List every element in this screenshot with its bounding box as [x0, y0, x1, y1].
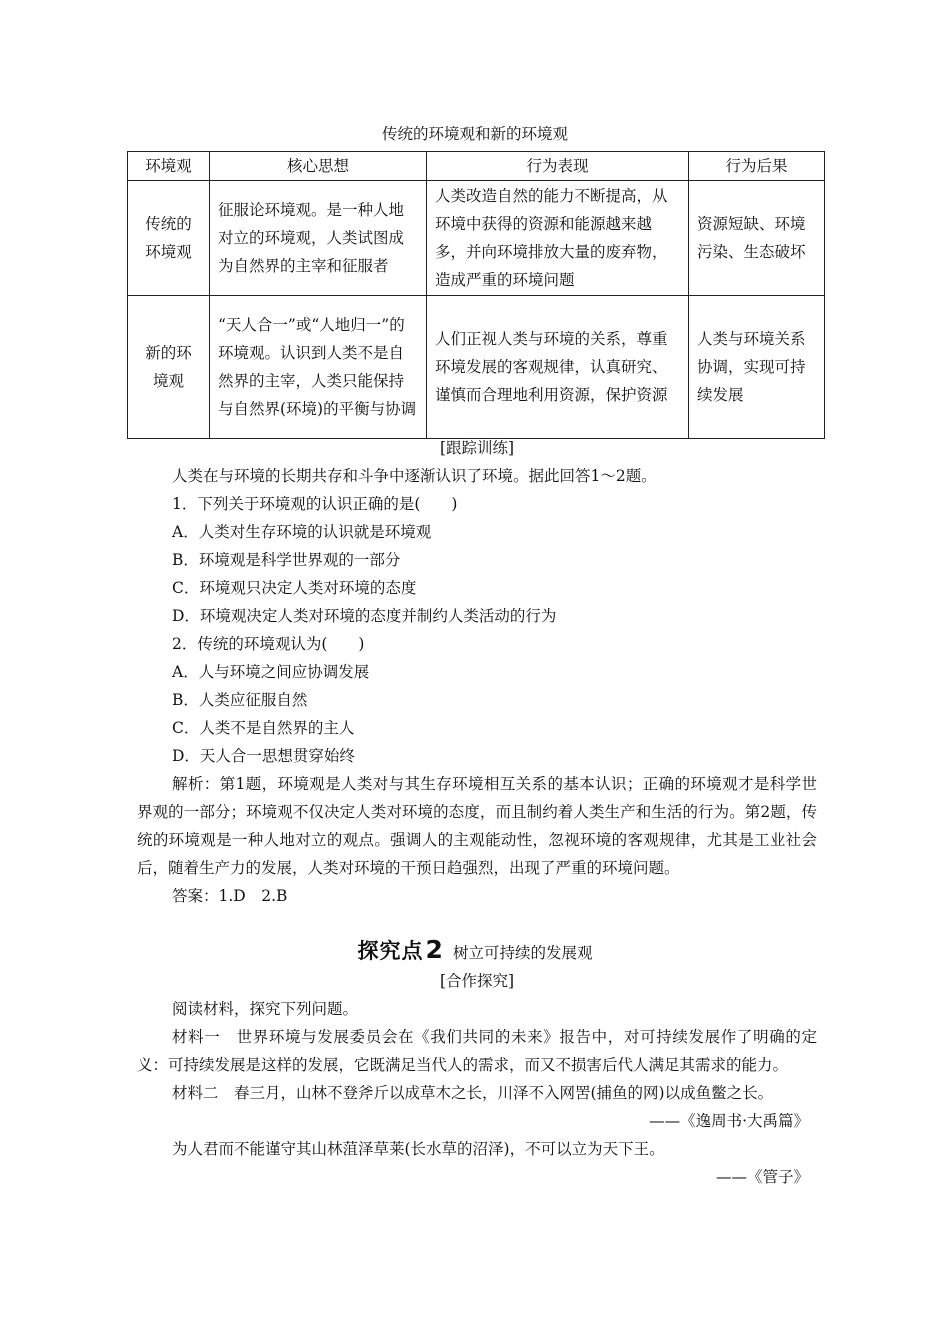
cooperative-heading: [合作探究]: [439, 972, 515, 990]
row-result-cell: 人类与环境关系协调，实现可持续发展: [689, 296, 825, 439]
header-cell: 核心思想: [210, 152, 427, 181]
row-result-cell: 资源短缺、环境污染、生态破坏: [689, 181, 825, 296]
row-type-cell: 新的环境观: [128, 296, 210, 439]
question-1-option: D．环境观决定人类对环境的态度并制约人类活动的行为: [172, 607, 557, 625]
row-behavior-cell: 人们正视人类与环境的关系，尊重环境发展的客观规律，认真研究、谨慎而合理地利用资源，保护资源: [427, 296, 689, 439]
cooperative-inquiry: [137, 967, 817, 1191]
table-row: [128, 181, 825, 296]
tracking-intro: 人类在与环境的长期共存和斗争中逐渐认识了环境。据此回答1～2题。: [172, 467, 657, 485]
table-title: 传统的环境观和新的环境观: [381, 125, 568, 143]
answer-line: 答案：1.D 2.B: [172, 887, 288, 905]
analysis-paragraph: 解析：第1题，环境观是人类对与其生存环境相互关系的基本认识；正确的环境观才是科学世界观的一部分；环境观不仅决定人类对环境的态度，而且制约着人类生产和生活的行为。第2题，传统的环境观是一种人地对立的观点。强调人的主观能动性，忽视环境的客观规律，尤其是工业社会后，随着生产力的发展，人类对环境的干预日趋强烈，出现了严重的环境问题。: [137, 775, 817, 877]
question-1-option: C．环境观只决定人类对环境的态度: [172, 579, 417, 597]
question-2-option: A．人与环境之间应协调发展: [172, 663, 370, 681]
row-behavior-cell: 人类改造自然的能力不断提高，从环境中获得的资源和能源越来越多，并向环境排放大量的废弃物，造成严重的环境问题: [427, 181, 689, 296]
question-1-option: A．人类对生存环境的认识就是环境观: [172, 523, 432, 541]
row-type-cell: 传统的环境观: [128, 181, 210, 296]
table-row: [128, 296, 825, 439]
material-2-quote: 为人君而不能谨守其山林菹泽草莱(长水草的沼泽)，不可以立为天下王。: [172, 1140, 665, 1158]
material-2-source: ——《逸周书·大禹篇》: [649, 1112, 809, 1130]
question-2-stem: 2．传统的环境观认为( ): [172, 635, 365, 653]
question-2-option: B．人类应征服自然: [172, 691, 308, 709]
header-cell: 环境观: [128, 152, 210, 181]
row-core-cell: “天人合一”或“人地归一”的环境观。认识到人类不是自然界的主宰，人类只能保持与自然界(环境)的平衡与协调: [210, 296, 427, 439]
tracking-heading: [跟踪训练]: [439, 439, 515, 457]
environment-view-table: [127, 151, 825, 439]
section-label: 探究点: [357, 939, 424, 963]
tracking-training: [137, 434, 817, 910]
table-header-row: [128, 152, 825, 181]
section-number: 2: [425, 935, 443, 964]
row-core-cell: 征服论环境观。是一种人地对立的环境观，人类试图成为自然界的主宰和征服者: [210, 181, 427, 296]
section-heading: [0, 935, 950, 967]
header-cell: 行为表现: [427, 152, 689, 181]
material-2: 材料二 春三月，山林不登斧斤以成草木之长，川泽不入网罟(捕鱼的网)以成鱼鳖之长。: [172, 1084, 774, 1102]
material-1: 材料一 世界环境与发展委员会在《我们共同的未来》报告中，对可持续发展作了明确的定义：可持续发展是这样的发展，它既满足当代人的需求，而又不损害后代人满足其需求的能力。: [137, 1028, 817, 1074]
question-2-option: C．人类不是自然界的主人: [172, 719, 355, 737]
material-2-quote-source: ——《管子》: [715, 1168, 809, 1186]
question-1-stem: 1．下列关于环境观的认识正确的是( ): [172, 495, 458, 513]
question-2-option: D．天人合一思想贯穿始终: [172, 747, 355, 765]
cooperative-intro: 阅读材料，探究下列问题。: [172, 1000, 359, 1018]
header-cell: 行为后果: [689, 152, 825, 181]
question-1-option: B．环境观是科学世界观的一部分: [172, 551, 401, 569]
section-title: 树立可持续的发展观: [452, 944, 593, 962]
